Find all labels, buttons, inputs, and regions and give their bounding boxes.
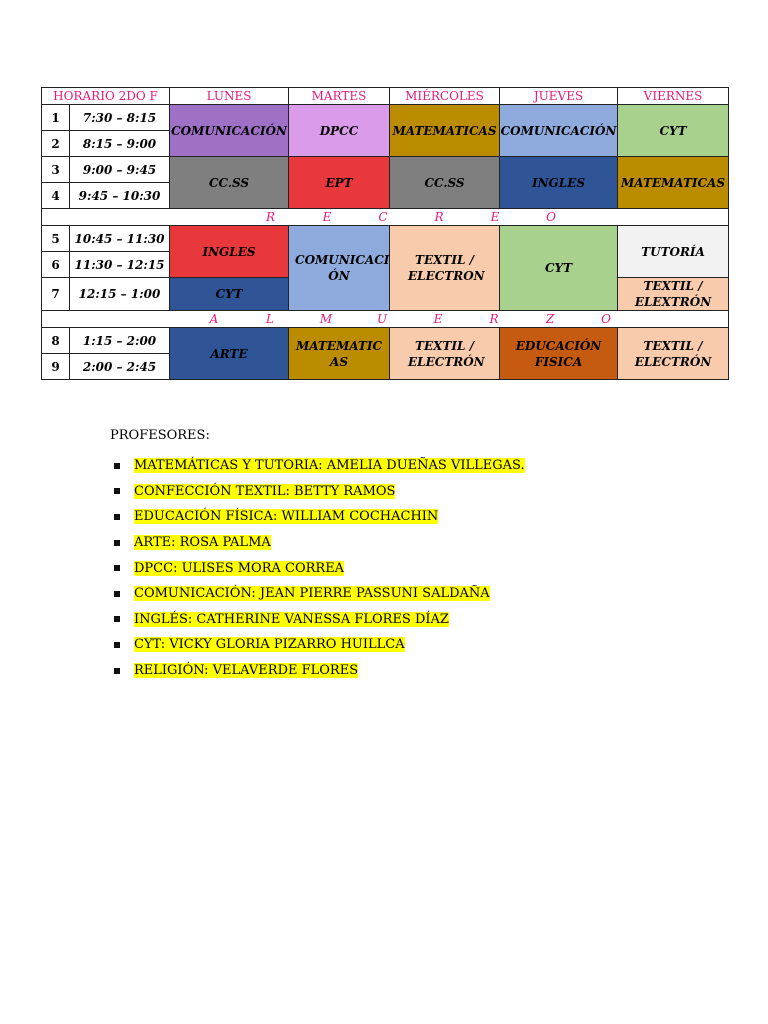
teacher-entry: CONFECCIÓN TEXTIL: BETTY RAMOS (134, 483, 396, 499)
break-letter: C (378, 210, 388, 224)
period-number: 2 (42, 131, 70, 157)
subject-cell: TEXTIL / ELECTRÓN (618, 328, 729, 380)
teacher-entry: INGLÉS: CATHERINE VANESSA FLORES DÍAZ (134, 611, 449, 627)
break-letter: E (490, 210, 500, 224)
square-bullet-icon (114, 668, 120, 674)
period-number: 9 (42, 354, 70, 380)
subject-cell: COMUNICACI ÓN (289, 226, 390, 311)
break-letter: U (376, 312, 388, 326)
table-row (42, 157, 729, 183)
break-letter: O (601, 312, 611, 326)
teacher-entry: ARTE: ROSA PALMA (134, 535, 271, 551)
square-bullet-icon (114, 540, 120, 546)
square-bullet-icon (114, 616, 120, 622)
period-number: 8 (42, 328, 70, 354)
day-header-miercoles: MIÉRCOLES (390, 88, 500, 105)
subject-cell: CYT (170, 278, 289, 311)
teachers-section (110, 428, 525, 683)
break-letter: A (209, 312, 219, 326)
subject-cell: COMUNICACIÓN (500, 105, 618, 157)
recreo-row (42, 209, 729, 226)
teacher-entry: EDUCACIÓN FÍSICA: WILLIAM COCHACHIN (134, 509, 439, 525)
almuerzo-row (42, 311, 729, 328)
period-time: 1:15 – 2:00 (70, 328, 170, 354)
list-item (110, 607, 525, 633)
list-item (110, 530, 525, 556)
teacher-entry: CYT: VICKY GLORIA PIZARRO HUILLCA (134, 637, 405, 653)
period-time: 12:15 – 1:00 (70, 278, 170, 311)
teacher-entry: COMUNICACIÓN: JEAN PIERRE PASSUNI SALDAÑA (134, 586, 490, 602)
list-item (110, 632, 525, 658)
subject-cell: TEXTIL / ELECTRÓN (390, 328, 500, 380)
subject-cell: MATEMATICAS (618, 157, 729, 209)
period-time: 7:30 – 8:15 (70, 105, 170, 131)
period-time: 9:45 – 10:30 (70, 183, 170, 209)
day-header-viernes: VIERNES (618, 88, 729, 105)
period-number: 3 (42, 157, 70, 183)
recreo-cell (42, 209, 729, 226)
day-header-martes: MARTES (289, 88, 390, 105)
list-item (110, 453, 525, 479)
teachers-list (110, 453, 525, 683)
list-item (110, 555, 525, 581)
subject-cell: EPT (289, 157, 390, 209)
teacher-entry: MATEMÁTICAS Y TUTORIA: AMELIA DUEÑAS VILLEGAS. (134, 458, 525, 474)
teacher-entry: RELIGIÓN: VELAVERDE FLORES (134, 663, 359, 679)
list-item (110, 658, 525, 684)
period-time: 11:30 – 12:15 (70, 252, 170, 278)
subject-cell: DPCC (289, 105, 390, 157)
teachers-title: PROFESORES: (110, 428, 210, 443)
table-row (42, 226, 729, 252)
subject-cell: EDUCACIÓN FISICA (500, 328, 618, 380)
break-letter: E (433, 312, 443, 326)
subject-cell: COMUNICACIÓN (170, 105, 289, 157)
table-row (42, 105, 729, 131)
break-letter: Z (545, 312, 555, 326)
square-bullet-icon (114, 488, 120, 494)
table-row (42, 328, 729, 354)
square-bullet-icon (114, 514, 120, 520)
break-letter: M (319, 312, 333, 326)
square-bullet-icon (114, 463, 120, 469)
subject-cell: INGLES (170, 226, 289, 278)
break-letter: R (434, 210, 444, 224)
break-letter: L (266, 312, 274, 326)
subject-cell: MATEMATIC AS (289, 328, 390, 380)
list-item (110, 479, 525, 505)
list-item (110, 581, 525, 607)
subject-cell: CC.SS (390, 157, 500, 209)
square-bullet-icon (114, 591, 120, 597)
subject-cell: ARTE (170, 328, 289, 380)
almuerzo-cell (42, 311, 729, 328)
period-time: 8:15 – 9:00 (70, 131, 170, 157)
square-bullet-icon (114, 642, 120, 648)
subject-cell: CC.SS (170, 157, 289, 209)
break-letter: E (322, 210, 332, 224)
subject-cell: CYT (618, 105, 729, 157)
period-number: 4 (42, 183, 70, 209)
period-time: 2:00 – 2:45 (70, 354, 170, 380)
subject-cell: INGLES (500, 157, 618, 209)
break-letter: R (265, 210, 276, 224)
subject-cell: TUTORÍA (618, 226, 729, 278)
subject-cell: MATEMATICAS (390, 105, 500, 157)
square-bullet-icon (114, 565, 120, 571)
day-header-lunes: LUNES (170, 88, 289, 105)
schedule-title: HORARIO 2DO F (42, 88, 170, 105)
period-number: 6 (42, 252, 70, 278)
break-letter: O (546, 210, 556, 224)
period-time: 10:45 – 11:30 (70, 226, 170, 252)
subject-cell: TEXTIL / ELEXTRÓN (618, 278, 729, 311)
day-header-jueves: JUEVES (500, 88, 618, 105)
list-item (110, 504, 525, 530)
period-number: 1 (42, 105, 70, 131)
period-number: 7 (42, 278, 70, 311)
teacher-entry: DPCC: ULISES MORA CORREA (134, 560, 345, 576)
subject-cell: CYT (500, 226, 618, 311)
period-number: 5 (42, 226, 70, 252)
subject-cell: TEXTIL / ELECTRON (390, 226, 500, 311)
schedule-table (41, 87, 729, 380)
break-letter: R (489, 312, 499, 326)
period-time: 9:00 – 9:45 (70, 157, 170, 183)
header-row (42, 88, 729, 105)
